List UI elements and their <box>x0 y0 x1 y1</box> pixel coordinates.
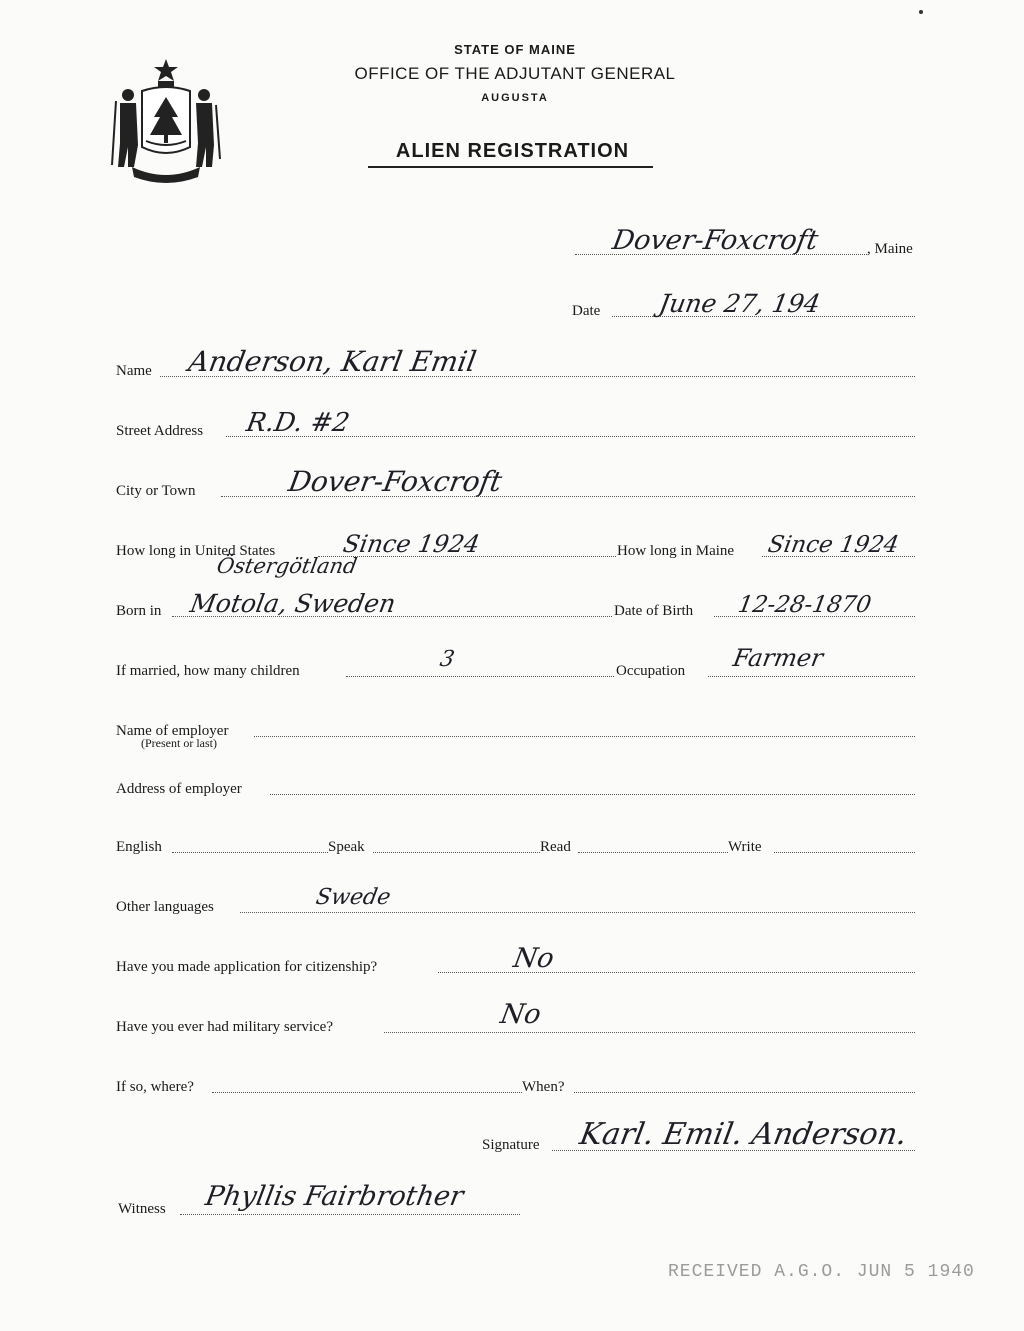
city-field <box>116 465 918 500</box>
born-in-value: Motola, Sweden <box>188 589 398 618</box>
how-long-maine-value: Since 1924 <box>766 532 901 558</box>
witness-value: Phyllis Fairbrother <box>203 1181 466 1212</box>
how-long-us-value: Since 1924 <box>341 530 482 558</box>
date-field <box>572 289 918 320</box>
other-languages-label: Other languages <box>116 899 214 915</box>
born-in-label: Born in <box>116 603 162 619</box>
signature-field <box>482 1117 918 1154</box>
place-value: Dover-Foxcroft <box>610 225 821 256</box>
signature-value: Karl. Emil. Anderson. <box>577 1117 910 1152</box>
service-details-row <box>116 1072 918 1096</box>
children-label: If married, how many children <box>116 663 300 679</box>
ink-speck <box>919 10 923 14</box>
form-title: ALIEN REGISTRATION <box>395 140 630 162</box>
maine-state-seal-icon <box>108 55 224 185</box>
where-label: If so, where? <box>116 1079 194 1095</box>
military-field <box>116 999 918 1036</box>
military-label: Have you ever had military service? <box>116 1019 333 1035</box>
street-address-field <box>116 408 918 440</box>
office-heading: OFFICE OF THE ADJUTANT GENERAL <box>354 64 676 83</box>
witness-field <box>118 1181 538 1218</box>
children-value: 3 <box>438 647 457 672</box>
city-value: Dover-Foxcroft <box>286 465 505 498</box>
how-long-us-label: How long in United States <box>116 543 276 559</box>
other-languages-field <box>116 885 918 916</box>
occupation-label: Occupation <box>616 663 686 679</box>
employer-address-label: Address of employer <box>116 781 242 797</box>
family-occupation-row <box>116 644 918 680</box>
city-label: City or Town <box>116 483 196 499</box>
witness-label: Witness <box>118 1201 166 1217</box>
state-heading: STATE OF MAINE <box>454 42 576 57</box>
military-value: No <box>498 999 544 1030</box>
date-value: June 27, 194 <box>657 289 823 318</box>
date-label: Date <box>572 303 601 319</box>
street-address-label: Street Address <box>116 423 204 439</box>
received-stamp: RECEIVED A.G.O. JUN 5 1940 <box>668 1262 975 1282</box>
name-label: Name <box>116 363 152 379</box>
when-label: When? <box>522 1079 565 1095</box>
english-label: English <box>116 839 162 855</box>
occupation-value: Farmer <box>731 644 826 672</box>
speak-label: Speak <box>328 839 365 855</box>
city-heading: AUGUSTA <box>481 92 549 104</box>
title-underline <box>368 166 653 168</box>
how-long-maine-label: How long in Maine <box>617 543 735 559</box>
english-row <box>116 832 918 856</box>
place-label: , Maine <box>867 241 913 257</box>
place-field <box>570 225 920 258</box>
read-label: Read <box>540 839 571 855</box>
employer-name-label: Name of employer <box>116 723 229 739</box>
employer-address-field <box>116 774 918 798</box>
birth-row <box>116 589 918 620</box>
dob-label: Date of Birth <box>614 603 694 619</box>
other-languages-value: Swede <box>314 885 393 910</box>
signature-label: Signature <box>482 1137 540 1153</box>
employer-name-sublabel: (Present or last) <box>141 736 217 750</box>
dob-value: 12-28-1870 <box>736 592 874 618</box>
name-value: Anderson, Karl Emil <box>186 345 479 378</box>
name-field <box>116 345 918 380</box>
citizenship-field <box>116 943 918 976</box>
street-address-value: R.D. #2 <box>244 408 352 438</box>
citizenship-value: No <box>511 943 557 974</box>
write-label: Write <box>728 839 762 855</box>
citizenship-label: Have you made application for citizenship? <box>116 959 378 975</box>
born-in-note: Östergötland <box>215 554 359 578</box>
employer-name-field <box>116 716 918 740</box>
